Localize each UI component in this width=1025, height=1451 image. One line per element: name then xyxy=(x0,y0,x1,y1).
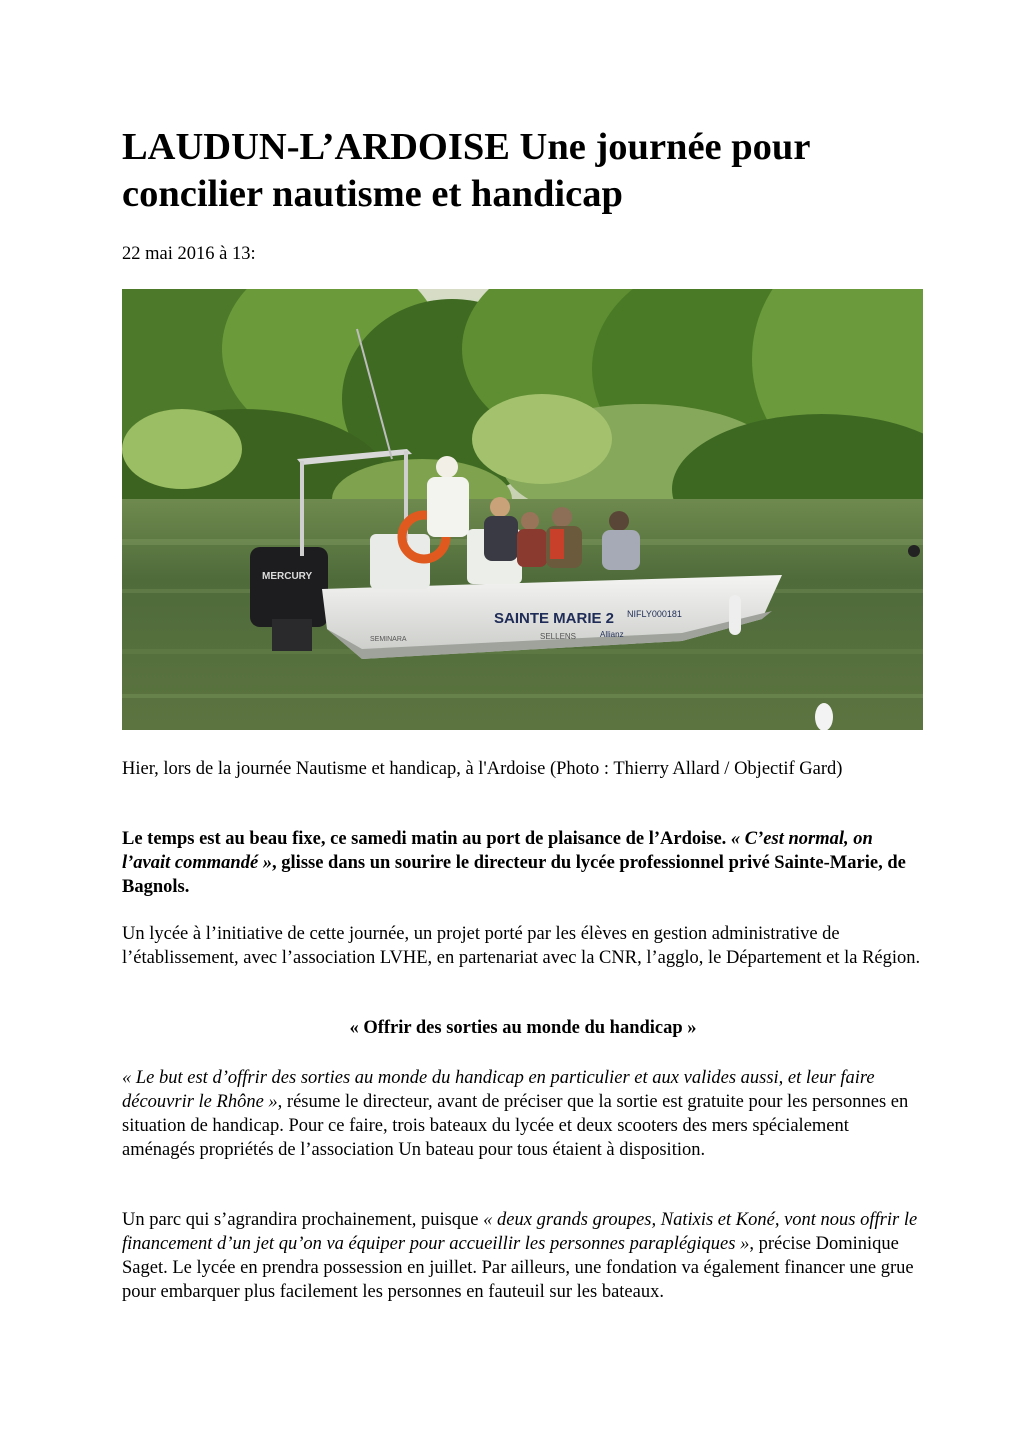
body-paragraph-2 xyxy=(122,1066,924,1162)
body-paragraph-1: Un lycée à l’initiative de cette journée, un projet porté par les élèves en gestion administrative de l’établissement, avec l’association LVHE, en partenariat avec la CNR, l’agglo, le Département et la Région. xyxy=(122,924,921,968)
motor-brand: MERCURY xyxy=(262,571,313,582)
paragraph-2-text: , résume le directeur, avant de préciser que la sortie est gratuite pour les personnes en situation de handicap. Pour ce faire, trois bateaux du lycée et deux scooters des mers spécialement aménagés propriétés de l’association Un bateau pour tous étaient à disposition. xyxy=(122,1092,909,1160)
article-title: LAUDUN-L’ARDOISE Une journée pour concilier nautisme et handicap xyxy=(122,126,810,215)
paragraph-2-quote: « Le but est d’offrir des sorties au monde du handicap en particulier et aux valides aussi, et leur faire découvrir le Rhône » xyxy=(122,1068,875,1112)
lead-text-2: , glisse dans un sourire le directeur du lycée professionnel privé Sainte-Marie, de Bagnols. xyxy=(122,853,906,897)
article-date: 22 mai 2016 à 13: xyxy=(122,244,256,264)
photo-caption: Hier, lors de la journée Nautisme et handicap, à l'Ardoise (Photo : Thierry Allard / Objectif Gard) xyxy=(122,759,843,779)
lead-quote: « C’est normal, on l’avait commandé » xyxy=(122,829,873,873)
body-paragraph-3 xyxy=(122,1208,924,1304)
sponsor-1: SEMINARA xyxy=(370,636,407,643)
photo-buoy xyxy=(815,703,833,730)
lead-paragraph xyxy=(122,827,924,899)
sponsor-3: Allianz xyxy=(600,630,624,639)
lead-text-1: Le temps est au beau fixe, ce samedi matin au port de plaisance de l’Ardoise. xyxy=(122,829,731,849)
paragraph-3-text-2: , précise Dominique Saget. Le lycée en prendra possession en juillet. Par ailleurs, une fondation va également financer une grue pour embarquer plus facilement les personnes en fauteuil sur les bateaux. xyxy=(122,1234,914,1302)
paragraph-3-text-1: Un parc qui s’agrandira prochainement, puisque xyxy=(122,1210,484,1230)
subheading: « Offrir des sorties au monde du handicap » xyxy=(349,1018,697,1038)
sponsor-2: SELLENS xyxy=(540,632,577,641)
paragraph-3-quote: « deux grands groupes, Natixis et Koné, vont nous offrir le financement d’un jet qu’on va équiper pour accueillir les personnes paraplégiques » xyxy=(122,1210,918,1254)
article-photo xyxy=(122,289,923,730)
boat-registration: NIFLY000181 xyxy=(627,609,682,619)
boat-name: SAINTE MARIE 2 xyxy=(494,610,615,627)
